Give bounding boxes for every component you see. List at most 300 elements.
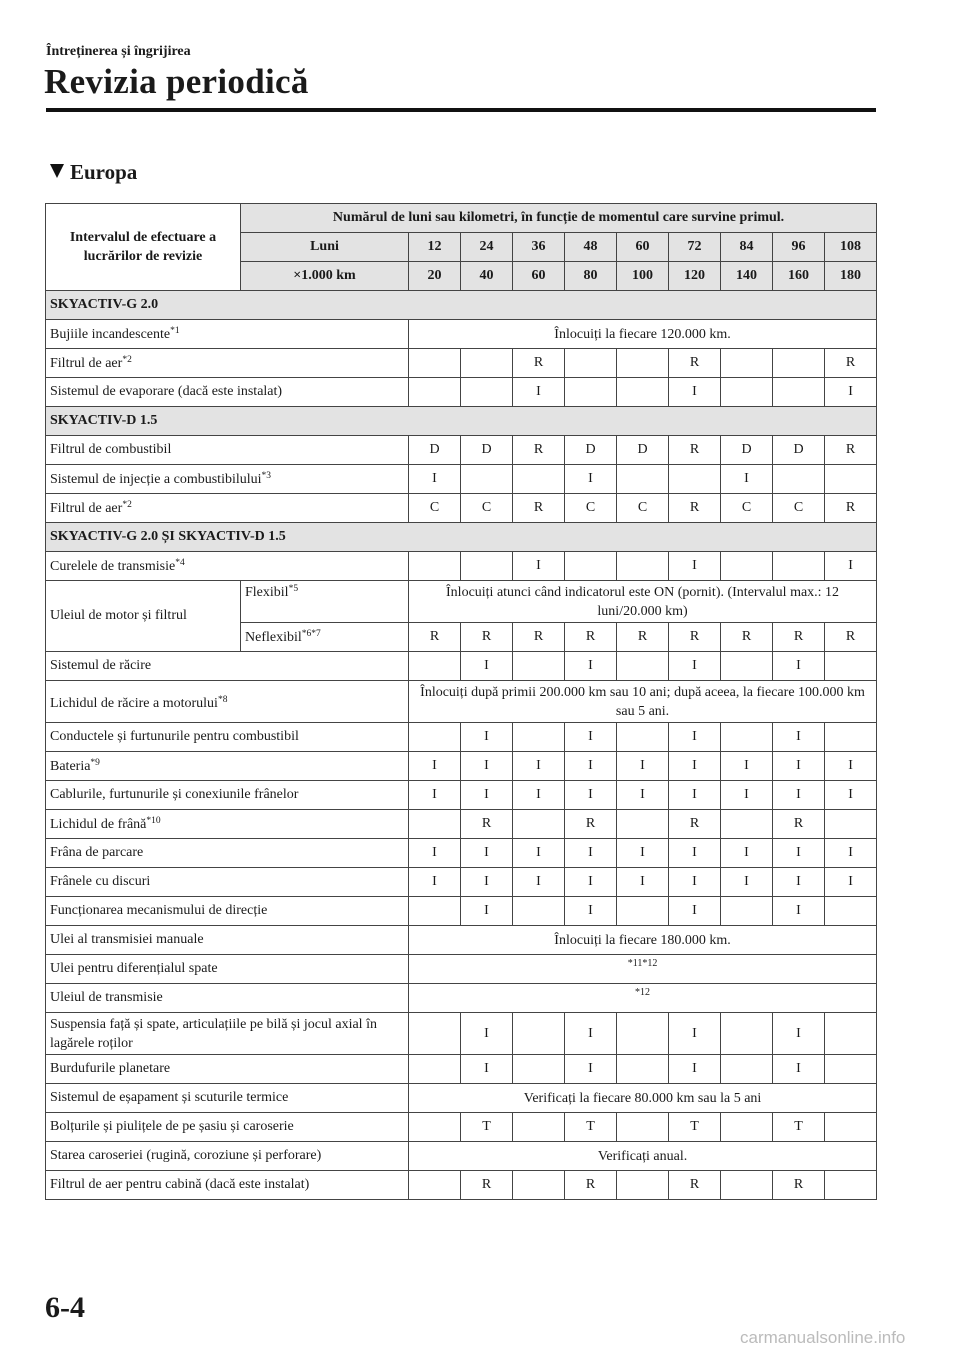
section-header: Întreținerea și îngrijirea [46,44,191,59]
cell-value: I [773,652,825,681]
cell-value [565,552,617,581]
footnote-ref: *2 [122,354,132,365]
table-row [46,723,877,752]
table-row [46,494,877,523]
cell-value [825,1171,877,1200]
cell-value [773,378,825,407]
cell-value: I [721,465,773,494]
km-label: ×1.000 km [241,262,409,291]
cell-value: I [565,723,617,752]
cell-value: R [669,494,721,523]
row-label-text: Filtrul de aer [50,355,123,371]
cell-value: R [773,1171,825,1200]
cell-value: R [461,623,513,652]
cell-value: R [721,623,773,652]
km-value: 80 [565,262,617,291]
cell-value [513,1055,565,1084]
cell-value [617,723,669,752]
cell-value [617,1055,669,1084]
row-label [46,681,409,723]
km-value: 40 [461,262,513,291]
row-label [46,868,409,897]
cell-value: R [773,623,825,652]
footnote-ref: *10 [146,815,161,826]
cell-value: I [773,868,825,897]
table-row [46,752,877,781]
month-value: 36 [513,233,565,262]
table-row [46,1142,877,1171]
cell-value [721,723,773,752]
cell-value: I [617,781,669,810]
table-row [46,552,877,581]
row-span-text: Înlocuiți după primii 200.000 km sau 10 ani; după aceea, la fiecare 100.000 km sau 5 ani. [409,681,877,723]
cell-value: R [669,436,721,465]
cell-value: I [669,752,721,781]
row-label-text: Filtrul de aer pentru cabină (dacă este instalat) [50,1177,310,1192]
cell-value [825,652,877,681]
row-label [46,1013,409,1055]
cell-value: I [565,1013,617,1055]
table-row [46,349,877,378]
footnote-ref: *3 [261,470,272,481]
cell-value [617,1013,669,1055]
row-label [46,897,409,926]
cell-value [565,378,617,407]
cell-value: I [461,1013,513,1055]
row-label-text: Sistemul de eșapament și scuturile termice [50,1090,289,1105]
table-row [46,868,877,897]
cell-value [409,349,461,378]
cell-value: I [565,839,617,868]
footnote-ref: *4 [175,557,185,568]
km-value: 120 [669,262,721,291]
cell-value [617,1113,669,1142]
cell-value [513,652,565,681]
cell-value: I [773,1013,825,1055]
row-label [46,378,409,407]
row-label [46,839,409,868]
table-row [46,465,877,494]
cell-value: I [461,723,513,752]
cell-value [617,810,669,839]
table-row [46,1084,877,1113]
month-value: 12 [409,233,461,262]
row-label-text: Bateria [50,758,91,774]
table-row [46,581,877,623]
row-label-text: Frânele cu discuri [50,874,151,889]
row-label [46,652,409,681]
row-label [46,781,409,810]
cell-value [825,897,877,926]
row-label-text: Curelele de transmisie [50,558,176,574]
footnote-ref: *1 [170,325,180,336]
flex-text: Înlocuiți atunci când indicatorul este ON (pornit). (Intervalul max.: 12 luni/20.000 km) [409,581,877,623]
cell-value: I [461,752,513,781]
cell-value: R [409,623,461,652]
table-row [46,839,877,868]
month-value: 24 [461,233,513,262]
cell-value: R [513,623,565,652]
table-row [46,1055,877,1084]
row-label [46,320,409,349]
row-label-text: Bolțurile și piulițele de pe șasiu și caroserie [50,1119,294,1134]
cell-value: D [773,436,825,465]
footnote-ref: *9 [90,757,100,768]
cell-value [513,810,565,839]
cell-value [721,349,773,378]
km-value: 100 [617,262,669,291]
cell-value: I [669,868,721,897]
cell-value: I [825,552,877,581]
cell-value [617,1171,669,1200]
row-label [46,1055,409,1084]
footnote-ref: *5 [288,584,299,594]
table-row [46,984,877,1013]
cell-value: I [617,868,669,897]
cell-value: T [565,1113,617,1142]
cell-value [669,465,721,494]
cell-value: I [461,1055,513,1084]
section-row [46,291,877,320]
cell-value: I [825,752,877,781]
row-span-text: Înlocuiți la fiecare 180.000 km. [409,926,877,955]
cell-value [825,1055,877,1084]
cell-value: R [669,623,721,652]
cell-value [513,1013,565,1055]
cell-value: D [409,436,461,465]
section-row [46,523,877,552]
cell-value [721,1171,773,1200]
watermark: carmanualsonline.info [740,1328,906,1347]
cell-value: D [617,436,669,465]
row-label-text: Sistemul de răcire [50,658,152,673]
cell-value [773,349,825,378]
row-label-text: Frâna de parcare [50,845,144,860]
page-title: Revizia periodică [44,62,309,101]
cell-value: I [669,652,721,681]
cell-value: R [513,436,565,465]
cell-value: I [825,868,877,897]
row-span-text: Verificați la fiecare 80.000 km sau la 5 ani [409,1084,877,1113]
cell-value: I [565,868,617,897]
month-value: 108 [825,233,877,262]
cell-value [409,1013,461,1055]
km-value: 20 [409,262,461,291]
row-label [46,1142,409,1171]
cell-value: I [565,1055,617,1084]
section-row [46,407,877,436]
cell-value [409,378,461,407]
cell-value [513,723,565,752]
cell-value: I [461,781,513,810]
row-label-text: Cablurile, furtunurile și conexiunile frânelor [50,787,299,802]
cell-value: R [617,623,669,652]
cell-value: I [409,781,461,810]
cell-value: R [513,349,565,378]
flex-label [241,581,409,623]
cell-value [513,465,565,494]
table-row [46,1171,877,1200]
km-value: 160 [773,262,825,291]
row-label-text: Lichidul de răcire a motorului [50,695,218,711]
cell-value: R [825,349,877,378]
cell-value: C [773,494,825,523]
cell-value: R [565,810,617,839]
cell-value: R [669,1171,721,1200]
cell-value [721,1013,773,1055]
cell-value: I [617,752,669,781]
cell-value [721,897,773,926]
cell-value: I [825,839,877,868]
cell-value: I [669,1013,721,1055]
cell-value: I [513,781,565,810]
cell-value: R [513,494,565,523]
cell-value: I [773,1055,825,1084]
cell-value: I [721,868,773,897]
cell-value: C [461,494,513,523]
row-label [46,1171,409,1200]
flex-label-text: Flexibil [245,585,289,600]
cell-value: R [825,623,877,652]
cell-value [409,1171,461,1200]
cell-value [461,349,513,378]
row-label-text: Filtrul de aer [50,500,123,516]
cell-value: T [669,1113,721,1142]
cell-value: D [461,436,513,465]
row-label [46,984,409,1013]
row-label-text: Ulei pentru diferențialul spate [50,961,218,976]
cell-value: I [565,465,617,494]
page-number: 6-4 [45,1291,85,1324]
cell-value: I [409,839,461,868]
table-row [46,320,877,349]
interval-header: Intervalul de efectuare a lucrărilor de revizie [46,204,241,291]
cell-value [409,723,461,752]
row-label [46,1084,409,1113]
km-value: 180 [825,262,877,291]
month-value: 96 [773,233,825,262]
row-span-footnote: *12 [409,984,877,1013]
row-label [46,436,409,465]
cell-value [617,465,669,494]
table-row [46,897,877,926]
footnote-ref: *6*7 [301,628,321,639]
table-row [46,681,877,723]
cell-value: I [409,465,461,494]
cell-value [617,349,669,378]
cell-value [565,349,617,378]
maintenance-table [45,203,877,1200]
row-label-text: Ulei al transmisiei manuale [50,932,204,947]
cell-value [721,1055,773,1084]
cell-value: I [773,781,825,810]
cell-value: I [461,839,513,868]
footnote-ref: *2 [122,499,132,510]
table-row [46,652,877,681]
row-label-text: Lichidul de frână [50,816,147,832]
cell-value [409,552,461,581]
row-label-text: Sistemul de injecție a combustibilului [50,471,262,487]
row-label-text: Sistemul de evaporare (dacă este instalat) [50,384,283,399]
section-label: SKYACTIV-G 2.0 [46,291,877,320]
cell-value: I [565,652,617,681]
cell-value: I [513,378,565,407]
cell-value: I [721,781,773,810]
cell-value [825,1013,877,1055]
cell-value: I [669,378,721,407]
cell-value: R [565,623,617,652]
cell-value: I [669,897,721,926]
cell-value [513,897,565,926]
km-value: 140 [721,262,773,291]
row-label [46,955,409,984]
cell-value: D [721,436,773,465]
cell-value: R [669,810,721,839]
section-label: SKYACTIV-G 2.0 ȘI SKYACTIV-D 1.5 [46,523,877,552]
cell-value [773,552,825,581]
row-label-text: Uleiul de transmisie [50,990,163,1005]
cell-value: R [461,1171,513,1200]
row-label-text: Bujiile incandescente [50,326,171,342]
months-label: Luni [241,233,409,262]
month-value: 60 [617,233,669,262]
cell-value [721,1113,773,1142]
row-label [46,552,409,581]
cell-value: I [825,378,877,407]
table-row [46,810,877,839]
cell-value [617,897,669,926]
cell-value [825,723,877,752]
month-value: 72 [669,233,721,262]
cell-value: I [773,723,825,752]
table-row [46,926,877,955]
row-label [46,752,409,781]
cell-value: I [565,781,617,810]
cell-value: I [773,897,825,926]
row-label [46,349,409,378]
cell-value [825,810,877,839]
cell-value: I [461,868,513,897]
row-label: Uleiul de motor și filtrul [46,581,241,652]
cell-value: I [513,552,565,581]
km-value: 60 [513,262,565,291]
cell-value: I [773,752,825,781]
cell-value [617,652,669,681]
cell-value [513,1113,565,1142]
month-value: 48 [565,233,617,262]
cell-value [825,1113,877,1142]
table-row [46,1113,877,1142]
cell-value: I [513,839,565,868]
table-row [46,781,877,810]
cell-value [409,1055,461,1084]
row-label-text: Starea caroseriei (rugină, coroziune și perforare) [50,1148,322,1163]
cell-value [617,552,669,581]
nonflex-label [241,623,409,652]
cell-value [773,465,825,494]
nonflex-label-text: Neflexibil [245,629,302,645]
cell-value [409,1113,461,1142]
cell-value [825,465,877,494]
cell-value: C [565,494,617,523]
cell-value: I [461,652,513,681]
footnote-ref: *8 [217,694,228,705]
cell-value [721,810,773,839]
cell-value: I [773,839,825,868]
section-label: SKYACTIV-D 1.5 [46,407,877,436]
title-rule [46,108,876,112]
table-row [46,378,877,407]
cell-value: I [669,1055,721,1084]
row-label-text: Filtrul de combustibil [50,442,172,457]
cell-value [461,552,513,581]
cell-value: I [461,897,513,926]
cell-value [409,897,461,926]
cell-value: I [669,781,721,810]
cell-value: R [669,349,721,378]
row-span-footnote: *11*12 [409,955,877,984]
row-label [46,810,409,839]
cell-value [617,378,669,407]
cell-value [721,378,773,407]
cell-value: I [513,868,565,897]
table-row [46,955,877,984]
cell-value: C [617,494,669,523]
cell-value: R [825,436,877,465]
table-row [46,1013,877,1055]
cell-value: I [617,839,669,868]
cell-value [461,465,513,494]
cell-value: I [409,752,461,781]
row-span-text: Înlocuiți la fiecare 120.000 km. [409,320,877,349]
cell-value: R [565,1171,617,1200]
table-row [46,436,877,465]
cell-value: I [565,897,617,926]
row-label [46,926,409,955]
row-label [46,1113,409,1142]
row-label-text: Suspensia față și spate, articulațiile pe bilă și jocul axial în lagărele roților [50,1016,377,1051]
cell-value: I [721,839,773,868]
cell-value [409,652,461,681]
cell-value: I [669,839,721,868]
cell-value: I [513,752,565,781]
cell-value: T [461,1113,513,1142]
row-label [46,465,409,494]
cell-value: I [721,752,773,781]
cell-value: I [825,781,877,810]
row-label-text: Burdufurile planetare [50,1061,171,1076]
cell-value: R [825,494,877,523]
month-value: 84 [721,233,773,262]
cell-value [409,810,461,839]
row-label-text: Conductele și furtunurile pentru combustibil [50,729,299,744]
cell-value [513,1171,565,1200]
cell-value: R [461,810,513,839]
cell-value: I [669,552,721,581]
region-label: Europa [70,160,138,184]
cell-value: D [565,436,617,465]
row-label [46,723,409,752]
cell-value: I [409,868,461,897]
row-label [46,494,409,523]
cell-value: T [773,1113,825,1142]
row-span-text: Verificați anual. [409,1142,877,1171]
cell-value: I [565,752,617,781]
top-header: Numărul de luni sau kilometri, în funcție de momentul care survine primul. [241,204,877,233]
cell-value: C [721,494,773,523]
cell-value [721,652,773,681]
cell-value: C [409,494,461,523]
